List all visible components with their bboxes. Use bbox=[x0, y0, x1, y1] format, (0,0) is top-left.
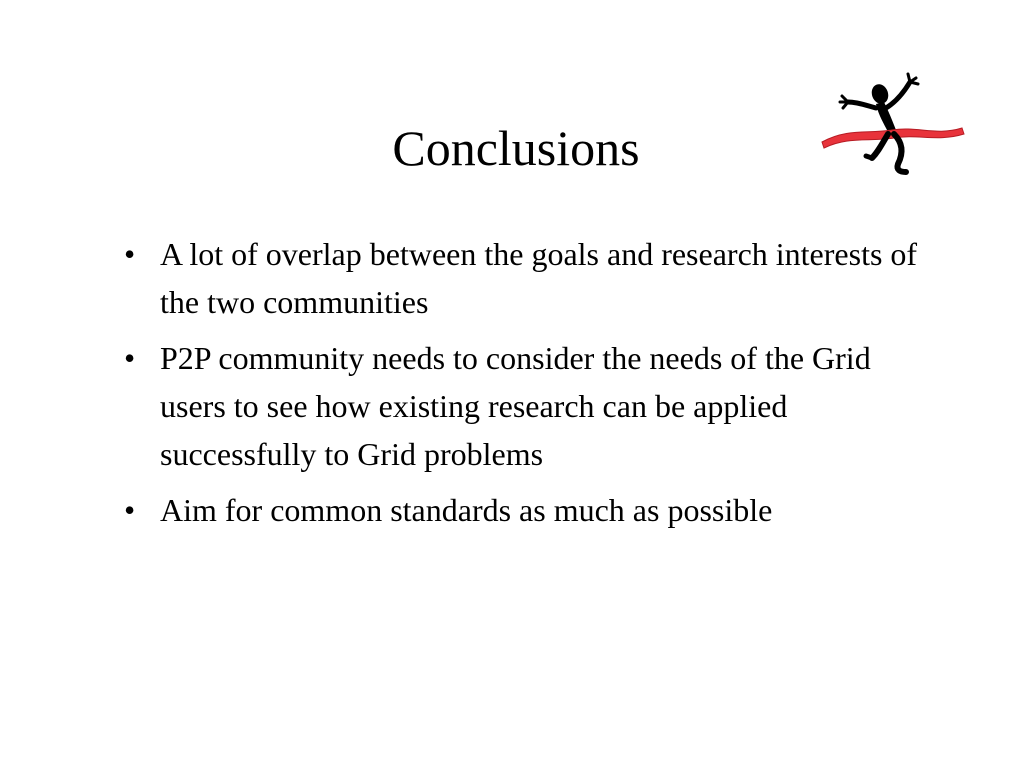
runner-crossing-finish-line-icon bbox=[818, 72, 966, 180]
bullet-text: A lot of overlap between the goals and research interests of the two communities bbox=[160, 236, 918, 320]
bullet-marker: • bbox=[124, 492, 136, 528]
finish-ribbon bbox=[822, 128, 964, 148]
bullet-item bbox=[120, 230, 920, 326]
bullet-text: Aim for common standards as much as possible bbox=[160, 492, 773, 528]
bullet-marker: • bbox=[124, 236, 136, 272]
bullet-item bbox=[120, 334, 920, 478]
bullet-text: P2P community needs to consider the needs of the Grid users to see how existing research can be applied successfully to Grid problems bbox=[160, 340, 871, 472]
slide-title: Conclusions bbox=[392, 120, 640, 176]
bullet-item bbox=[120, 486, 920, 534]
bullet-list bbox=[120, 230, 920, 542]
bullet-marker: • bbox=[124, 340, 136, 376]
